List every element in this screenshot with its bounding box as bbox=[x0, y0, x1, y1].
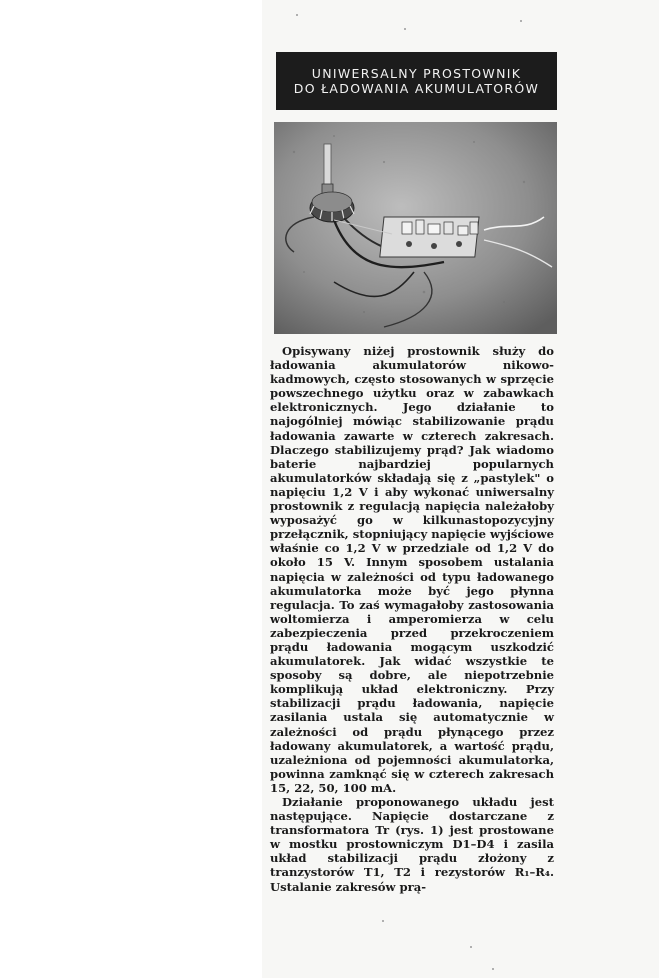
scan-speck bbox=[470, 946, 472, 948]
scan-speck bbox=[382, 920, 384, 922]
article-body bbox=[270, 344, 554, 894]
article-title-line-1: UNIWERSALNY PROSTOWNIK bbox=[311, 66, 522, 81]
article-title-line-2: DO ŁADOWANIA AKUMULATORÓW bbox=[293, 81, 540, 96]
scan-speck bbox=[492, 968, 494, 970]
article-paragraph-1: Opisywany niżej prostownik służy do ładowania akumulatorów nikowo-kadmowych, często stosowanych w sprzęcie powszechnego użytku oraz w zabawkach elektronicznych. Jego działanie to najogólniej mówiąc stabilizowanie prądu ładowania zawarte w czterech zakresach. Dlaczego stabilizujemy prąd? Jak wiadomo baterie najbardziej popularnych akumulatorków składają się z „pastylek" o napięciu 1,2 V i aby wykonać uniwersalny prostownik z regulacją napięcia należałoby wyposażyć go w kilkunastopozycyjny przełącznik, stopniujący napięcie wyjściowe właśnie co 1,2 V w przedziale od 1,2 V do około 15 V. Innym sposobem ustalania napięcia w zależności od typu ładowanego akumulatorka może być jego płynna regulacja. To zaś wymagałoby zastosowania woltomierza i amperomierza w celu zabezpieczenia przed przekroczeniem prądu ładowania mogącym uszkodzić akumulatorek. Jak widać wszystkie te sposoby są dobre, ale niepotrzebnie komplikują układ elektroniczny. Przy stabilizacji prądu ładowania, napięcie zasilania ustala się automatycznie w zależności od prądu płynącego przez ładowany akumulatorek, a wartość prądu, uzależniona od pojemności akumulatorka, powinna zamknąć się w czterech zakresach 15, 22, 50, 100 mA. bbox=[270, 344, 554, 795]
article-paragraph-2: Działanie proponowanego układu jest następujące. Napięcie dostarczane z transformatora Tr (rys. 1) jest prostowane w mostku prostowniczym D1–D4 i zasila układ stabilizacji prądu złożony z tranzystorów T1, T2 i rezystorów R₁–R₄. Ustalanie zakresów prą- bbox=[270, 795, 554, 894]
scan-speck bbox=[296, 14, 298, 16]
article-title-banner bbox=[276, 52, 557, 110]
scan-speck bbox=[404, 28, 406, 30]
scan-speck bbox=[520, 20, 522, 22]
device-photo bbox=[274, 122, 557, 334]
blank-margin bbox=[0, 0, 262, 978]
